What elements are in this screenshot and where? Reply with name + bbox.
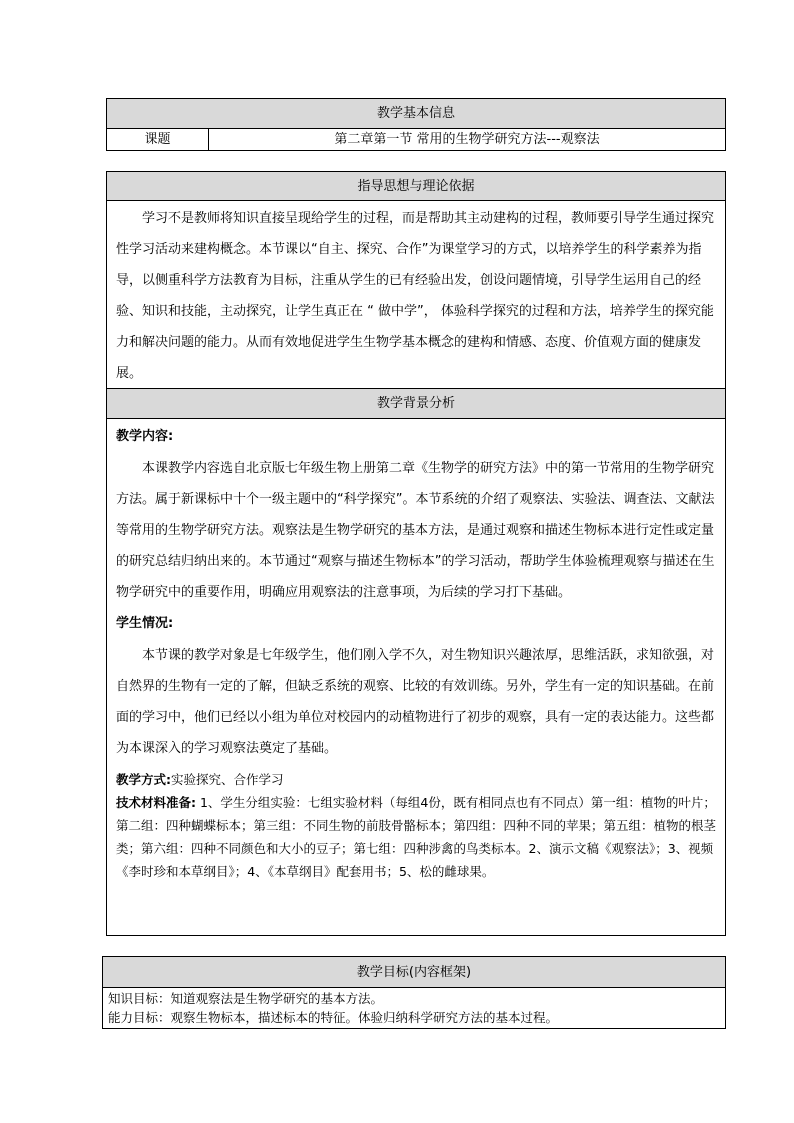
basic-info-table xyxy=(106,98,726,151)
basic-info-header: 教学基本信息 xyxy=(107,99,725,129)
topic-value: 第二章第一节 常用的生物学研究方法---观察法 xyxy=(334,132,600,147)
content-title: 教学内容: xyxy=(116,429,174,444)
topic-row xyxy=(107,129,725,150)
students-text: 本节课的教学对象是七年级学生，他们刚入学不久，对生物知识兴趣浓厚，思维活跃，求知欲强，对自然界的生物有一定的了解，但缺乏系统的观察、比较的有效训练。另外，学生有一定的知识基础。在前面的学习中，他们已经以小组为单位对校园内的动植物进行了初步的观察，具有一定的表达能力。这些都为本课深入的学习观察法奠定了基础。 xyxy=(116,648,715,756)
topic-label: 课题 xyxy=(107,129,209,150)
materials-title: 技术材料准备: xyxy=(116,795,196,810)
background-header: 教学背景分析 xyxy=(107,389,725,419)
knowledge-objective: 知识目标：知道观察法是生物学研究的基本方法。 xyxy=(108,991,384,1006)
guiding-header: 指导思想与理论依据 xyxy=(107,172,725,201)
materials-text: 1、学生分组实验：七组实验材料（每组4份，既有相同点也有不同点）第一组：植物的叶片；第二组：四种蝴蝶标本；第三组：不同生物的前肢骨骼标本；第四组：四种不同的苹果；第五组：植物的根茎类；第六组：四种不同颜色和大小的豆子；第七组：四种涉禽的鸟类标本。2、演示文稿《观察法》；3、视频《李时珍和本草纲目》；4、《本草纲目》配套用书；5、松的雌球果。 xyxy=(116,795,717,879)
guiding-section xyxy=(107,201,725,389)
students-title: 学生情况: xyxy=(116,616,174,631)
materials-block xyxy=(116,791,718,883)
objectives-body xyxy=(103,988,725,1027)
ability-objective: 能力目标：观察生物标本，描述标本的特征。体验归纳科学研究方法的基本过程。 xyxy=(108,1010,559,1025)
method-line xyxy=(116,768,718,791)
method-title: 教学方式: xyxy=(116,772,171,787)
content-text: 本课教学内容选自北京版七年级生物上册第二章《生物学的研究方法》中的第一节常用的生物学研究方法。属于新课标中十个一级主题中的“科学探究”。本节系统的介绍了观察法、实验法、调查法、文献法等常用的生物学研究方法。观察法是生物学研究的基本方法，是通过观察和描述生物标本进行定性或定量的研究总结归纳出来的。本节通过“观察与描述生物标本”的学习活动，帮助学生体验梳理观察与描述在生物学研究中的重要作用，明确应用观察法的注意事项，为后续的学习打下基础。 xyxy=(116,461,715,600)
guiding-text: 学习不是教师将知识直接呈现给学生的过程，而是帮助其主动建构的过程，教师要引导学生通过探究性学习活动来建构概念。本节课以“自主、探究、合作”为课堂学习的方式，以培养学生的科学素养为指导，以侧重科学方法教育为目标，注重从学生的已有经验出发，创设问题情境，引导学生运用自己的经验、知识和技能，主动探究，让学生真正在 “ 做中学”， 体验科学探究的过程和方法，培养学生的探究能力和解决问题的能力。从而有效地促进学生生物学基本概念的建构和情感、态度、价值观方面的健康发展。 xyxy=(116,211,715,381)
objectives-header: 教学目标(内容框架) xyxy=(103,957,725,988)
method-text: 实验探究、合作学习 xyxy=(171,772,284,787)
teaching-analysis-table xyxy=(106,171,726,936)
background-section xyxy=(107,419,725,883)
objectives-table xyxy=(102,956,726,1029)
